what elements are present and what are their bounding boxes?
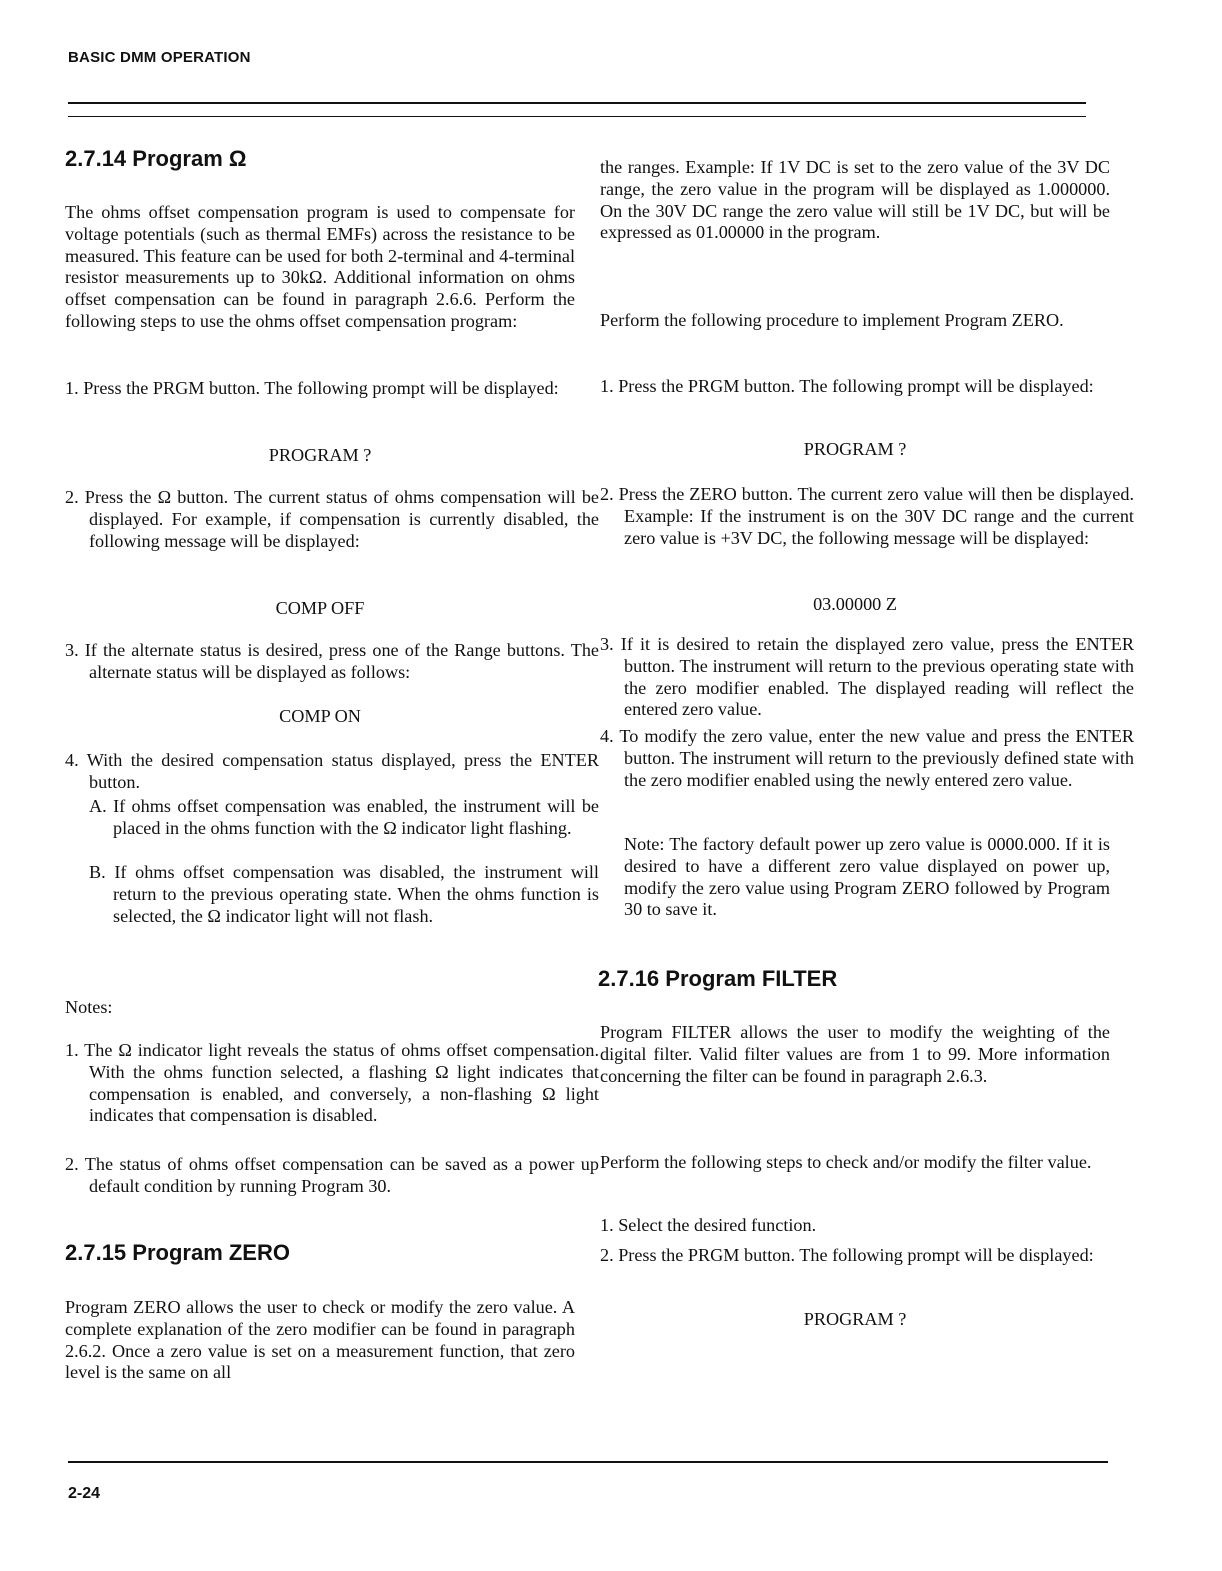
step: 1. Press the PRGM button. The following prompt will be displayed: — [600, 376, 1094, 396]
note-item: 1. The Ω indicator light reveals the status of ohms offset compensation. With the ohms function selected, a flashing Ω light indicates that compensation is enabled, and conversely, a non-flashing Ω light indicates that compensation is disabled. — [65, 1040, 599, 1126]
section-heading-2-7-14: 2.7.14 Program Ω — [65, 146, 247, 171]
display-message: COMP ON — [279, 706, 361, 726]
note: Note: The factory default power up zero value is 0000.000. If it is desired to have a different zero value displayed on power up, modify the zero value using Program ZERO followed by Program 30 to save it. — [624, 834, 1110, 920]
step: 4. To modify the zero value, enter the new value and press the ENTER button. The instrument will return to the previously defined state with the zero modifier enabled using the newly entered zero value. — [600, 726, 1134, 790]
display-message: COMP OFF — [275, 598, 365, 618]
display-message: PROGRAM ? — [803, 1309, 907, 1329]
step: 3. If the alternate status is desired, press one of the Range buttons. The alternate status will be displayed as follows: — [65, 640, 599, 682]
substep: A. If ohms offset compensation was enabled, the instrument will be placed in the ohms function with the Ω indicator light flashing. — [89, 796, 599, 838]
paragraph: The ohms offset compensation program is used to compensate for voltage potentials (such as thermal EMFs) across the resistance to be measured. This feature can be used for both 2-terminal and 4-terminal resistor measurements up to 30kΩ. Additional information on ohms offset compensation can be found in paragraph 2.6.6. Perform the following steps to use the ohms offset compensation program: — [65, 202, 575, 331]
substep: B. If ohms offset compensation was disabled, the instrument will return to the previous operating state. When the ohms function is selected, the Ω indicator light will not flash. — [89, 862, 599, 926]
paragraph: Program ZERO allows the user to check or modify the zero value. A complete explanation of the zero modifier can be found in paragraph 2.6.2. Once a zero value is set on a measurement function, that zero level is the same on all — [65, 1297, 575, 1383]
step: 2. Press the PRGM button. The following prompt will be displayed: — [600, 1245, 1094, 1265]
paragraph: the ranges. Example: If 1V DC is set to the zero value of the 3V DC range, the zero value in the program will be displayed as 1.000000. On the 30V DC range the zero value will still be 1V DC, but will be expressed as 01.00000 in the program. — [600, 157, 1110, 243]
paragraph: Perform the following steps to check and/or modify the filter value. — [600, 1152, 1092, 1172]
step: 1. Select the desired function. — [600, 1215, 817, 1235]
step: 1. Press the PRGM button. The following prompt will be displayed: — [65, 378, 559, 398]
display-message: PROGRAM ? — [268, 445, 372, 465]
step: 3. If it is desired to retain the displayed zero value, press the ENTER button. The instrument will return to the previous operating state with the zero modifier enabled. The displayed reading will reflect the entered zero value. — [600, 634, 1134, 720]
step: 2. Press the Ω button. The current status of ohms compensation will be displayed. For example, if compensation is currently disabled, the following message will be displayed: — [65, 487, 599, 551]
display-message: PROGRAM ? — [803, 439, 907, 459]
page-number: 2-24 — [68, 1485, 101, 1502]
note-item: 2. The status of ohms offset compensation can be saved as a power up default condition by running Program 30. — [65, 1154, 599, 1196]
display-message: 03.00000 Z — [813, 594, 897, 614]
section-heading-2-7-15: 2.7.15 Program ZERO — [65, 1240, 290, 1265]
running-header: BASIC DMM OPERATION — [68, 49, 251, 66]
step: 2. Press the ZERO button. The current zero value will then be displayed. Example: If the instrument is on the 30V DC range and the current zero value is +3V DC, the following message will be displayed: — [600, 484, 1134, 548]
header-rule — [68, 102, 1086, 104]
section-heading-2-7-16: 2.7.16 Program FILTER — [598, 966, 838, 991]
paragraph: Program FILTER allows the user to modify the weighting of the digital filter. Valid filter values are from 1 to 99. More information concerning the filter can be found in paragraph 2.6.3. — [600, 1022, 1110, 1086]
notes-label: Notes: — [65, 997, 113, 1017]
header-rule-2 — [68, 116, 1086, 117]
paragraph: Perform the following procedure to implement Program ZERO. — [600, 310, 1064, 330]
footer-rule — [68, 1461, 1108, 1463]
step: 4. With the desired compensation status displayed, press the ENTER button. — [65, 750, 599, 792]
